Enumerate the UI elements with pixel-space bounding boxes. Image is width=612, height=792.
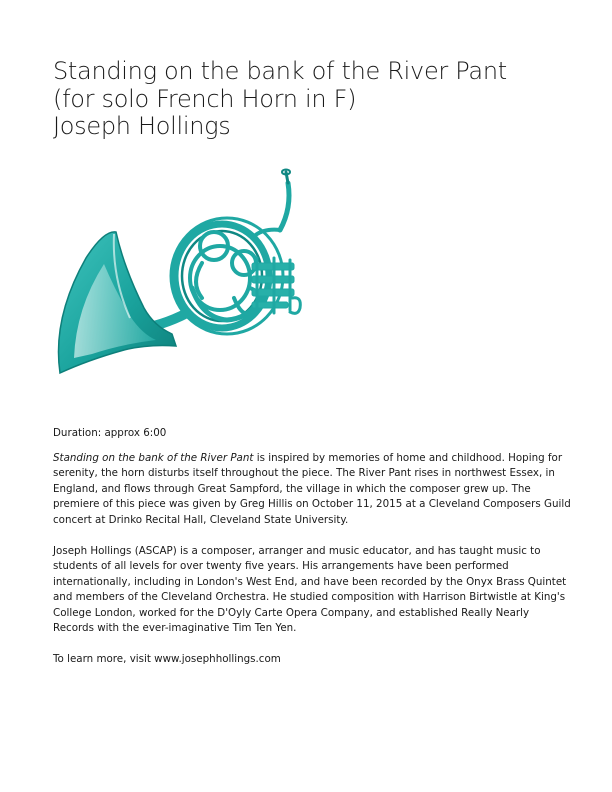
learn-more-text: To learn more, visit www.josephhollings.com [53, 653, 281, 665]
french-horn-icon [52, 168, 332, 383]
program-note-text: is inspired by memories of home and childhood. Hoping for serenity, the horn disturbs itself throughout the piece. The River Pant rises in northwest Essex, in England, and flows through Great Sampford, the village in which the composer grew up. The premiere of this piece was given by Greg Hillis on October 11, 2015 at a Cleveland Composers Guild concert at Drinko Recital Hall, Cleveland State University. [53, 451, 571, 526]
title-block [53, 58, 593, 141]
title-line-2: (for solo French Horn in F) [53, 84, 357, 113]
program-note [53, 451, 573, 529]
duration: Duration: approx 6:00 [53, 427, 167, 439]
composer-bio: Joseph Hollings (ASCAP) is a composer, arranger and music educator, and has taught music to students of all levels for over twenty five years. His arrangements have been performed internationally, including in London's West End, and have been recorded by the Onyx Brass Quintet and members of the Cleveland Orchestra. He studied composition with Harrison Birtwistle at King's College London, worked for the D'Oyly Carte Opera Company, and established Really Nearly Records with the ever-imaginative Tim Ten Yen. [53, 544, 567, 634]
composer-name: Joseph Hollings [53, 112, 231, 140]
body-text [53, 426, 573, 683]
program-note-title: Standing on the bank of the River Pant [53, 451, 254, 464]
title-line-1: Standing on the bank of the River Pant [53, 57, 507, 85]
